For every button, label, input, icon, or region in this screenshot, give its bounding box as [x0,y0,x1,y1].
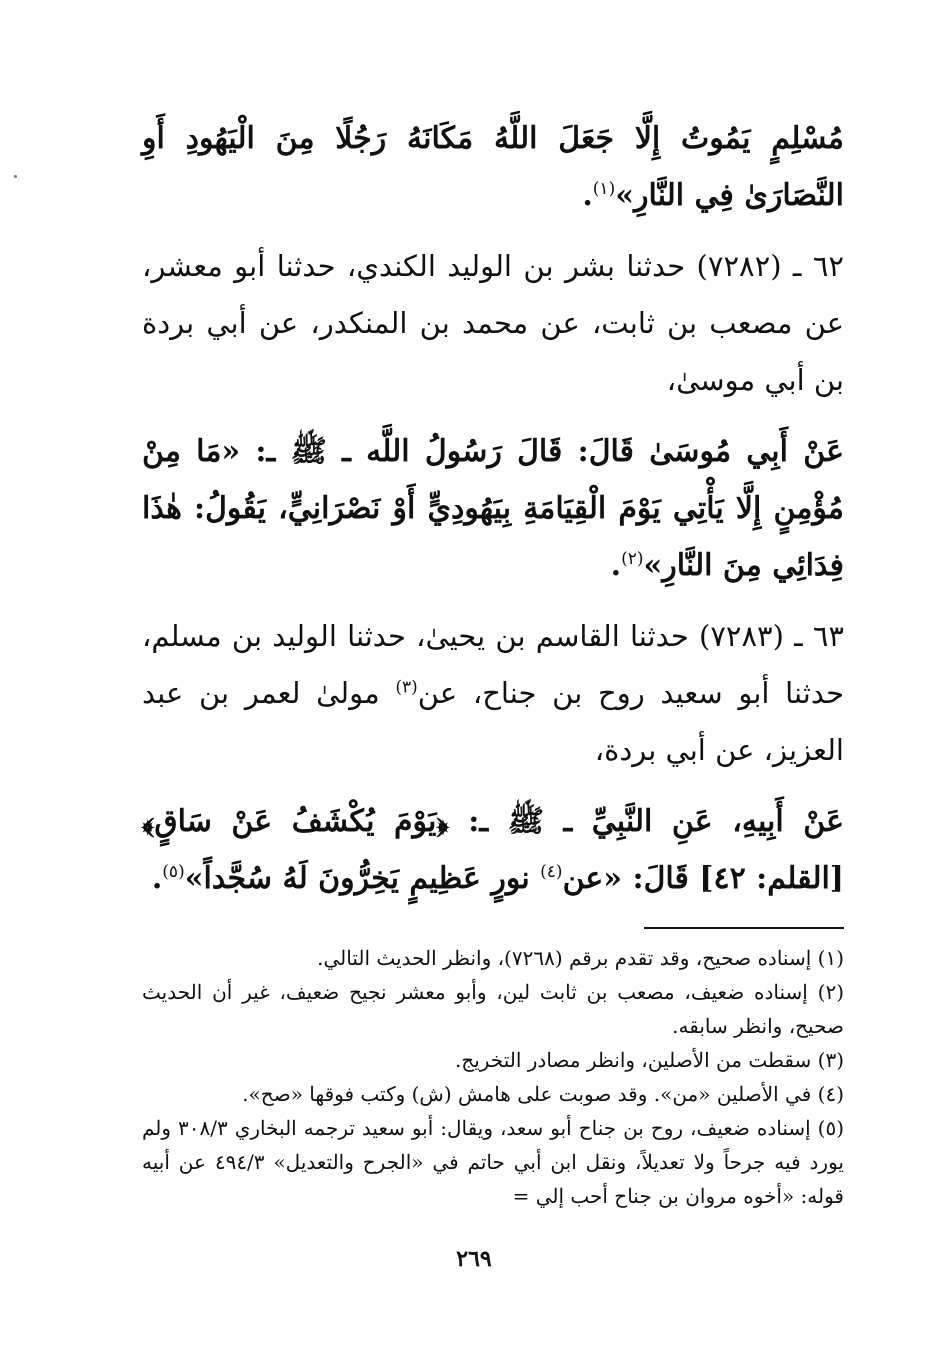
footnote-ref: (١) [592,179,616,199]
footnote-5: (٥) إسناده ضعيف، روح بن جناح أبو سعد، ويقال: أبو سعيد ترجمه البخاري ٣٠٨/٣ ولم يورد فيه جرحاً ولا تعديلاً، ونقل ابن أبي حاتم في «الجرح والتعديل» ٤٩٤/٣ عن أبيه قوله: «أخوه مروان بن جناح أحب إلي = [142,1116,845,1208]
isnad-63 [142,608,844,779]
footnote-4: (٤) في الأصلين «من». وقد صوبت على هامش (ش) وكتب فوقها «صح». [242,1082,844,1106]
footnote-ref: (٣) [395,677,418,698]
margin-mark [14,175,17,178]
footnotes [142,941,844,1213]
paragraph-continuation [142,110,844,224]
footnote-ref: (٥) [162,862,185,882]
footnote-2: (٢) إسناده ضعيف، مصعب بن ثابت لين، وأبو معشر نجيح ضعيف، غير أن الحديث صحيح، وانظر سابقه. [142,980,844,1038]
hadith-text: نورٍ عَظِيمٍ يَخِرُّونَ لَهُ سُجَّداً» [184,861,541,896]
footnote-divider [644,927,844,929]
footnote-ref: (٢) [621,549,644,569]
hadith-62 [142,423,844,594]
hadith-63 [142,793,844,907]
isnad-text: ٦٣ ـ (٧٢٨٣) حدثنا القاسم بن يحيىٰ، حدثنا الوليد بن مسلم، حدثنا أبو سعيد روح بن جناح، عن [142,619,845,710]
page-body [142,110,844,1213]
hadith-text: مُسْلِمٍ يَمُوتُ إِلَّا جَعَلَ اللَّهُ مَكَانَهُ رَجُلًا مِنَ الْيَهُودِ أَوِ النَّصَارَىٰ فِي النَّارِ» [142,121,844,213]
isnad-text: مولىٰ لعمر بن عبد العزيز، عن أبي بردة، [142,676,844,767]
punctuation: . [151,861,163,896]
footnote-1: (١) إسناده صحيح، وقد تقدم برقم (٧٢٦٨)، وانظر الحديث التالي. [317,946,844,970]
punctuation: . [610,548,622,583]
footnote-ref: (٤) [540,862,563,882]
page-number: ٢٦٩ [456,1246,492,1272]
hadith-text: عَنْ أَبِي مُوسَىٰ قَالَ: قَالَ رَسُولُ اللَّه ـ ﷺ ـ: «مَا مِنْ مُؤْمِنٍ إِلَّا يَأْتِي يَوْمَ الْقِيَامَةِ بِيَهُودِيٍّ أَوْ نَصْرَانِيٍّ، يَقُولُ: هٰذَا فِدَائِي مِنَ النَّارِ» [142,434,844,583]
punctuation: . [582,178,593,213]
isnad-62: ٦٢ ـ (٧٢٨٢) حدثنا بشر بن الوليد الكندي، حدثنا أبو معشر، عن مصعب بن ثابت، عن محمد بن المنكدر، عن أبي بردة بن أبي موسىٰ، [142,249,844,397]
hadith-text: عَنْ أَبِيهِ، عَنِ النَّبِيِّ ـ ﷺ ـ: ﴿يَوْمَ يُكْشَفُ عَنْ سَاقٍ﴾ [القلم: ٤٢] قَالَ: «عن [142,804,845,896]
footnote-3: (٣) سقطت من الأصلين، وانظر مصادر التخريج. [454,1048,844,1072]
